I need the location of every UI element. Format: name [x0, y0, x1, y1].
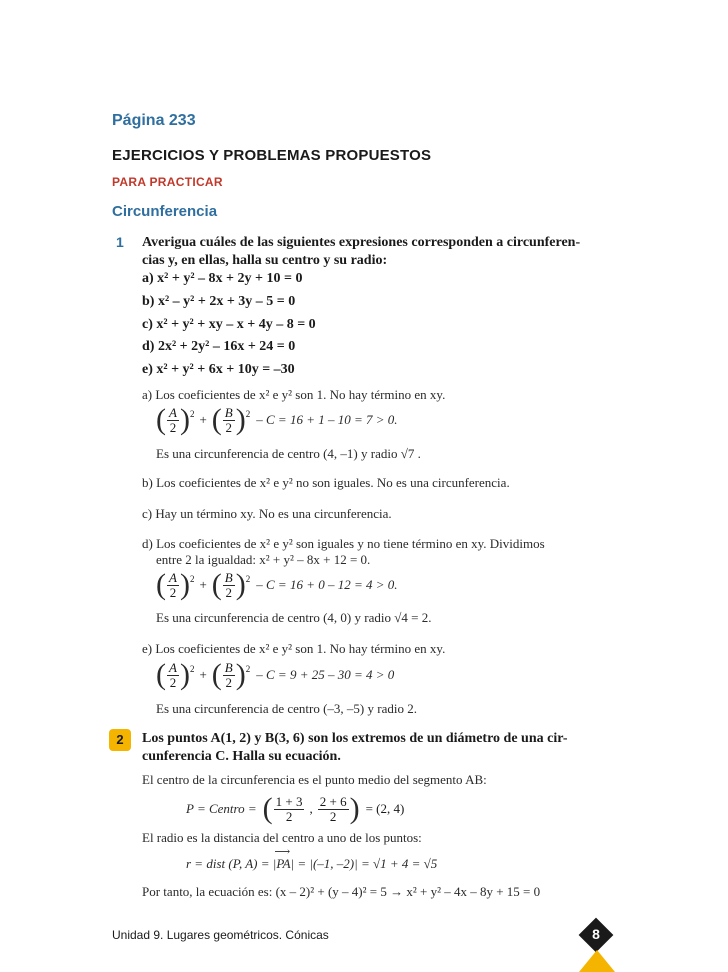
problem-1-item-a: a) x² + y² – 8x + 2y + 10 = 0 [142, 271, 303, 286]
formula-text: – C = 9 + 25 – 30 = 4 > 0 [256, 667, 395, 682]
plus-sign: + [199, 577, 207, 592]
radius-formula [186, 856, 437, 872]
frac-denominator: 2 [225, 419, 233, 435]
solution-e-line3: Es una circunferencia de centro (–3, –5) y radio 2. [156, 701, 417, 716]
section-subtitle: PARA PRACTICAR [112, 175, 223, 189]
frac-numerator-a: A [169, 569, 177, 585]
solution-a-line1: a) Los coeficientes de x² e y² son 1. No hay término en xy. [142, 387, 446, 402]
frac-denominator: 2 [225, 584, 233, 600]
vector-pa: ⟶ PA [276, 856, 290, 872]
frac-denominator: 2 [225, 674, 233, 690]
problem-1-item-e: e) x² + y² + 6x + 10y = –30 [142, 362, 295, 377]
problem-2-radio-line: El radio es la distancia del centro a uno de los puntos: [142, 830, 422, 845]
solution-a-line3: Es una circunferencia de centro (4, –1) y radio √7 . [156, 446, 421, 461]
footer-triangle-decoration [579, 950, 615, 972]
page-title: EJERCICIOS Y PROBLEMAS PROPUESTOS [112, 147, 432, 164]
frac-denominator: 2 [169, 419, 177, 435]
solution-e-line1: e) Los coeficientes de x² e y² son 1. No hay término en xy. [142, 641, 446, 656]
frac-2-denominator: 2 [329, 808, 337, 824]
page-reference: Página 233 [112, 112, 196, 129]
frac-numerator-b: B [224, 569, 233, 585]
problem-number-1: 1 [116, 234, 124, 250]
page-number-badge [581, 920, 611, 950]
frac-1-denominator: 2 [285, 808, 293, 824]
frac-denominator: 2 [169, 674, 177, 690]
solution-d-line1: d) Los coeficientes de x² e y² son iguales y no tiene término en xy. Dividimos [142, 536, 545, 551]
solution-c-line: c) Hay un término xy. No es una circunferencia. [142, 506, 392, 521]
page-number: 8 [592, 926, 600, 942]
radius-formula-pre: r = dist (P, A) = | [186, 856, 277, 871]
solution-e-formula: ( $\frac{A}{2}$ ) 2 + ( $\frac{B}{2}$ ) 2 – C = 9 + 25 – 30 = 4 > 0 [156, 658, 395, 691]
problem-1-statement-line2: cias y, en ellas, halla su centro y su radio: [142, 253, 388, 268]
problem-2-final-equation: Por tanto, la ecuación es: (x – 2)² + (y – 4)² = 5 → x² + y² – 4x – 8y + 15 = 0 [142, 884, 541, 899]
solution-a-formula: ( $\frac{A}{2}$ ) 2 + ( $\frac{B}{2}$ ) 2 – C = 16 + 1 – 10 = 7 > 0. [156, 403, 398, 436]
formula-text: – C = 16 + 1 – 10 = 7 > 0. [256, 412, 398, 427]
p-result: = (2, 4) [365, 801, 405, 816]
frac-1-numerator: 1 + 3 [275, 793, 303, 809]
formula-text: – C = 16 + 0 – 12 = 4 > 0. [256, 577, 398, 592]
solution-d-line2: entre 2 la igualdad: x² + y² – 8x + 12 = 0. [156, 552, 371, 567]
solution-d-line4: Es una circunferencia de centro (4, 0) y radio √4 = 2. [156, 610, 432, 625]
problem-1-statement-line1: Averigua cuáles de las siguientes expresiones corresponden a circunferen- [142, 235, 581, 250]
solution-d-formula: ( $\frac{A}{2}$ ) 2 + ( $\frac{B}{2}$ ) 2 – C = 16 + 0 – 12 = 4 > 0. [156, 568, 398, 601]
frac-numerator-a: A [169, 404, 177, 420]
plus-sign: + [199, 412, 207, 427]
frac-numerator-a: A [169, 659, 177, 675]
problem-2-centro-line: El centro de la circunferencia es el punto medio del segmento AB: [142, 772, 487, 787]
frac-numerator-b: B [224, 659, 233, 675]
problem-1-item-d: d) 2x² + 2y² – 16x + 24 = 0 [142, 339, 296, 354]
frac-denominator: 2 [169, 584, 177, 600]
radius-formula-post: | = |(–1, –2)| = √1 + 4 = √5 [290, 856, 438, 871]
section-heading: Circunferencia [112, 203, 218, 220]
problem-2-statement-line1: Los puntos A(1, 2) y B(3, 6) son los extremos de un diámetro de una cir- [142, 731, 568, 746]
p-label: P = Centro = [186, 801, 257, 816]
problem-number-2: 2 [109, 729, 131, 751]
solution-b-line: b) Los coeficientes de x² e y² no son iguales. No es una circunferencia. [142, 475, 510, 490]
footer-unit-text: Unidad 9. Lugares geométricos. Cónicas [112, 928, 329, 942]
frac-numerator-b: B [224, 404, 233, 420]
problem-1-item-c: c) x² + y² + xy – x + 4y – 8 = 0 [142, 317, 316, 332]
problem-2-statement-line2: cunferencia C. Halla su ecuación. [142, 749, 341, 764]
problem-1-item-b: b) x² – y² + 2x + 3y – 5 = 0 [142, 294, 296, 309]
plus-sign: + [199, 667, 207, 682]
frac-2-numerator: 2 + 6 [319, 793, 347, 809]
midpoint-formula: P = Centro = ( $\frac{1 + 3}{2}$ , $\frac{2 + 6}{2}$ ) = (2, 4) [186, 792, 405, 825]
